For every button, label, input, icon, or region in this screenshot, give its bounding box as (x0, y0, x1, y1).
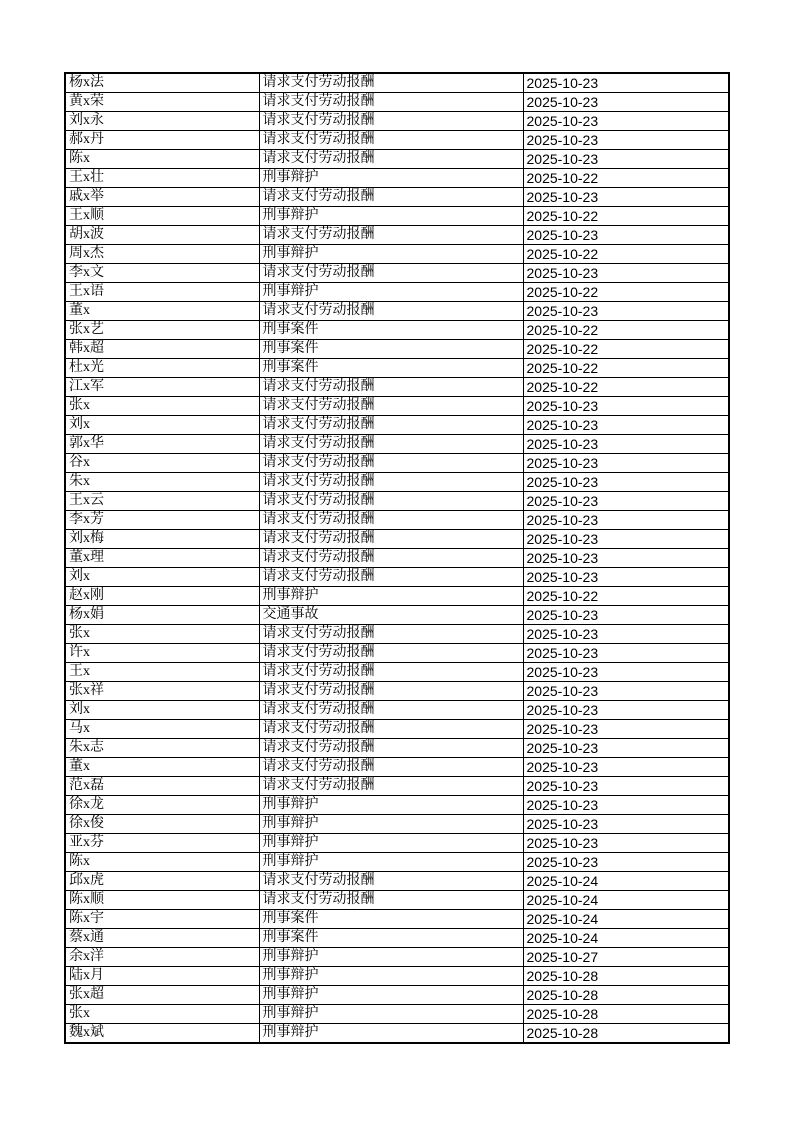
client-name-cell: 董x (65, 302, 259, 321)
case-type-cell: 刑事辩护 (259, 967, 523, 986)
case-type-cell: 刑事案件 (259, 359, 523, 378)
table-row (65, 739, 729, 758)
table-row (65, 283, 729, 302)
date-cell: 2025-10-24 (523, 872, 729, 891)
table-row (65, 454, 729, 473)
date-cell: 2025-10-28 (523, 1024, 729, 1044)
date-cell: 2025-10-22 (523, 283, 729, 302)
client-name-cell: 魏x斌 (65, 1024, 259, 1044)
date-cell: 2025-10-22 (523, 378, 729, 397)
client-name-cell: 朱x志 (65, 739, 259, 758)
case-type-cell: 刑事辩护 (259, 245, 523, 264)
client-name-cell: 李x文 (65, 264, 259, 283)
table-row (65, 796, 729, 815)
client-name-cell: 赵x刚 (65, 587, 259, 606)
table-row (65, 169, 729, 188)
date-cell: 2025-10-23 (523, 663, 729, 682)
cases-table (64, 72, 730, 1044)
table-row (65, 568, 729, 587)
client-name-cell: 刘x梅 (65, 530, 259, 549)
case-type-cell: 刑事辩护 (259, 207, 523, 226)
table-row (65, 929, 729, 948)
date-cell: 2025-10-22 (523, 359, 729, 378)
date-cell: 2025-10-23 (523, 397, 729, 416)
date-cell: 2025-10-23 (523, 188, 729, 207)
date-cell: 2025-10-23 (523, 473, 729, 492)
date-cell: 2025-10-23 (523, 606, 729, 625)
case-type-cell: 请求支付劳动报酬 (259, 188, 523, 207)
case-type-cell: 请求支付劳动报酬 (259, 625, 523, 644)
case-type-cell: 刑事辩护 (259, 986, 523, 1005)
table-row (65, 264, 729, 283)
client-name-cell: 朱x (65, 473, 259, 492)
case-type-cell: 请求支付劳动报酬 (259, 492, 523, 511)
date-cell: 2025-10-23 (523, 416, 729, 435)
case-type-cell: 请求支付劳动报酬 (259, 701, 523, 720)
table-row (65, 321, 729, 340)
date-cell: 2025-10-23 (523, 226, 729, 245)
case-type-cell: 刑事辩护 (259, 948, 523, 967)
table-row (65, 758, 729, 777)
case-type-cell: 请求支付劳动报酬 (259, 93, 523, 112)
case-type-cell: 请求支付劳动报酬 (259, 73, 523, 93)
client-name-cell: 郭x华 (65, 435, 259, 454)
client-name-cell: 陈x (65, 150, 259, 169)
case-type-cell: 请求支付劳动报酬 (259, 454, 523, 473)
date-cell: 2025-10-23 (523, 625, 729, 644)
client-name-cell: 张x (65, 625, 259, 644)
case-type-cell: 请求支付劳动报酬 (259, 663, 523, 682)
case-type-cell: 刑事辩护 (259, 834, 523, 853)
case-type-cell: 请求支付劳动报酬 (259, 644, 523, 663)
case-type-cell: 请求支付劳动报酬 (259, 131, 523, 150)
date-cell: 2025-10-23 (523, 530, 729, 549)
client-name-cell: 江x军 (65, 378, 259, 397)
date-cell: 2025-10-22 (523, 321, 729, 340)
date-cell: 2025-10-23 (523, 796, 729, 815)
date-cell: 2025-10-23 (523, 131, 729, 150)
table-row (65, 815, 729, 834)
case-type-cell: 刑事辩护 (259, 169, 523, 188)
case-type-cell: 刑事辩护 (259, 796, 523, 815)
client-name-cell: 王x壮 (65, 169, 259, 188)
date-cell: 2025-10-23 (523, 435, 729, 454)
date-cell: 2025-10-23 (523, 511, 729, 530)
client-name-cell: 董x理 (65, 549, 259, 568)
case-type-cell: 请求支付劳动报酬 (259, 226, 523, 245)
date-cell: 2025-10-23 (523, 720, 729, 739)
case-type-cell: 请求支付劳动报酬 (259, 872, 523, 891)
case-type-cell: 请求支付劳动报酬 (259, 739, 523, 758)
date-cell: 2025-10-23 (523, 777, 729, 796)
table-row (65, 359, 729, 378)
case-type-cell: 请求支付劳动报酬 (259, 150, 523, 169)
date-cell: 2025-10-23 (523, 454, 729, 473)
client-name-cell: 陆x月 (65, 967, 259, 986)
case-type-cell: 请求支付劳动报酬 (259, 720, 523, 739)
table-row (65, 473, 729, 492)
date-cell: 2025-10-23 (523, 568, 729, 587)
table-row (65, 910, 729, 929)
date-cell: 2025-10-23 (523, 644, 729, 663)
date-cell: 2025-10-23 (523, 150, 729, 169)
client-name-cell: 亚x芬 (65, 834, 259, 853)
table-row (65, 226, 729, 245)
date-cell: 2025-10-22 (523, 340, 729, 359)
case-type-cell: 请求支付劳动报酬 (259, 682, 523, 701)
case-type-cell: 请求支付劳动报酬 (259, 758, 523, 777)
client-name-cell: 董x (65, 758, 259, 777)
table-row (65, 93, 729, 112)
date-cell: 2025-10-24 (523, 910, 729, 929)
client-name-cell: 范x磊 (65, 777, 259, 796)
table-row (65, 492, 729, 511)
date-cell: 2025-10-22 (523, 245, 729, 264)
table-row (65, 967, 729, 986)
date-cell: 2025-10-27 (523, 948, 729, 967)
case-type-cell: 请求支付劳动报酬 (259, 378, 523, 397)
client-name-cell: 韩x超 (65, 340, 259, 359)
client-name-cell: 刘x (65, 416, 259, 435)
case-type-cell: 请求支付劳动报酬 (259, 777, 523, 796)
date-cell: 2025-10-23 (523, 264, 729, 283)
case-type-cell: 请求支付劳动报酬 (259, 264, 523, 283)
client-name-cell: 戚x举 (65, 188, 259, 207)
case-type-cell: 刑事辩护 (259, 815, 523, 834)
case-type-cell: 请求支付劳动报酬 (259, 549, 523, 568)
date-cell: 2025-10-23 (523, 758, 729, 777)
client-name-cell: 王x语 (65, 283, 259, 302)
client-name-cell: 郝x丹 (65, 131, 259, 150)
client-name-cell: 胡x波 (65, 226, 259, 245)
case-type-cell: 请求支付劳动报酬 (259, 530, 523, 549)
client-name-cell: 邱x虎 (65, 872, 259, 891)
date-cell: 2025-10-22 (523, 207, 729, 226)
client-name-cell: 徐x俊 (65, 815, 259, 834)
client-name-cell: 刘x永 (65, 112, 259, 131)
client-name-cell: 陈x (65, 853, 259, 872)
date-cell: 2025-10-28 (523, 1005, 729, 1024)
case-type-cell: 请求支付劳动报酬 (259, 891, 523, 910)
client-name-cell: 许x (65, 644, 259, 663)
table-row (65, 112, 729, 131)
client-name-cell: 张x艺 (65, 321, 259, 340)
date-cell: 2025-10-22 (523, 587, 729, 606)
case-type-cell: 请求支付劳动报酬 (259, 416, 523, 435)
case-type-cell: 刑事辩护 (259, 587, 523, 606)
table-row (65, 530, 729, 549)
table-row (65, 1005, 729, 1024)
client-name-cell: 李x芳 (65, 511, 259, 530)
client-name-cell: 刘x (65, 568, 259, 587)
case-type-cell: 请求支付劳动报酬 (259, 302, 523, 321)
date-cell: 2025-10-23 (523, 701, 729, 720)
table-row (65, 872, 729, 891)
case-type-cell: 请求支付劳动报酬 (259, 511, 523, 530)
table-row (65, 587, 729, 606)
client-name-cell: 谷x (65, 454, 259, 473)
case-type-cell: 请求支付劳动报酬 (259, 112, 523, 131)
case-type-cell: 交通事故 (259, 606, 523, 625)
table-row (65, 663, 729, 682)
table-row (65, 606, 729, 625)
client-name-cell: 黄x荣 (65, 93, 259, 112)
date-cell: 2025-10-23 (523, 739, 729, 758)
case-type-cell: 请求支付劳动报酬 (259, 568, 523, 587)
case-type-cell: 刑事案件 (259, 910, 523, 929)
date-cell: 2025-10-23 (523, 834, 729, 853)
case-type-cell: 请求支付劳动报酬 (259, 397, 523, 416)
table-row (65, 302, 729, 321)
date-cell: 2025-10-23 (523, 112, 729, 131)
case-type-cell: 请求支付劳动报酬 (259, 435, 523, 454)
case-type-cell: 刑事辩护 (259, 1024, 523, 1044)
table-row (65, 188, 729, 207)
table-row (65, 834, 729, 853)
table-row (65, 340, 729, 359)
table-row (65, 207, 729, 226)
date-cell: 2025-10-23 (523, 492, 729, 511)
table-row (65, 416, 729, 435)
table-row (65, 245, 729, 264)
case-type-cell: 刑事辩护 (259, 283, 523, 302)
client-name-cell: 陈x顺 (65, 891, 259, 910)
table-row (65, 150, 729, 169)
client-name-cell: 张x祥 (65, 682, 259, 701)
table-row (65, 625, 729, 644)
client-name-cell: 张x (65, 1005, 259, 1024)
table-row (65, 986, 729, 1005)
table-row (65, 891, 729, 910)
client-name-cell: 张x超 (65, 986, 259, 1005)
table-row (65, 777, 729, 796)
case-type-cell: 刑事案件 (259, 340, 523, 359)
table-row (65, 853, 729, 872)
table-row (65, 701, 729, 720)
client-name-cell: 杜x光 (65, 359, 259, 378)
client-name-cell: 杨x娟 (65, 606, 259, 625)
date-cell: 2025-10-22 (523, 169, 729, 188)
client-name-cell: 马x (65, 720, 259, 739)
table-row (65, 397, 729, 416)
table-row (65, 1024, 729, 1044)
client-name-cell: 刘x (65, 701, 259, 720)
table-row (65, 378, 729, 397)
date-cell: 2025-10-24 (523, 891, 729, 910)
client-name-cell: 王x (65, 663, 259, 682)
table-row (65, 682, 729, 701)
client-name-cell: 余x洋 (65, 948, 259, 967)
client-name-cell: 杨x法 (65, 73, 259, 93)
client-name-cell: 张x (65, 397, 259, 416)
date-cell: 2025-10-23 (523, 93, 729, 112)
case-type-cell: 刑事辩护 (259, 853, 523, 872)
case-type-cell: 刑事案件 (259, 321, 523, 340)
date-cell: 2025-10-23 (523, 853, 729, 872)
table-row (65, 435, 729, 454)
client-name-cell: 周x杰 (65, 245, 259, 264)
date-cell: 2025-10-23 (523, 549, 729, 568)
table-row (65, 948, 729, 967)
table-row (65, 720, 729, 739)
date-cell: 2025-10-23 (523, 302, 729, 321)
client-name-cell: 徐x龙 (65, 796, 259, 815)
table-row (65, 549, 729, 568)
date-cell: 2025-10-23 (523, 815, 729, 834)
cases-table-body (65, 73, 729, 1043)
client-name-cell: 蔡x通 (65, 929, 259, 948)
date-cell: 2025-10-23 (523, 73, 729, 93)
client-name-cell: 陈x宇 (65, 910, 259, 929)
date-cell: 2025-10-28 (523, 986, 729, 1005)
table-row (65, 73, 729, 93)
date-cell: 2025-10-23 (523, 682, 729, 701)
table-row (65, 131, 729, 150)
case-type-cell: 刑事案件 (259, 929, 523, 948)
date-cell: 2025-10-24 (523, 929, 729, 948)
date-cell: 2025-10-28 (523, 967, 729, 986)
table-row (65, 644, 729, 663)
table-row (65, 511, 729, 530)
case-type-cell: 刑事辩护 (259, 1005, 523, 1024)
case-type-cell: 请求支付劳动报酬 (259, 473, 523, 492)
client-name-cell: 王x云 (65, 492, 259, 511)
client-name-cell: 王x顺 (65, 207, 259, 226)
